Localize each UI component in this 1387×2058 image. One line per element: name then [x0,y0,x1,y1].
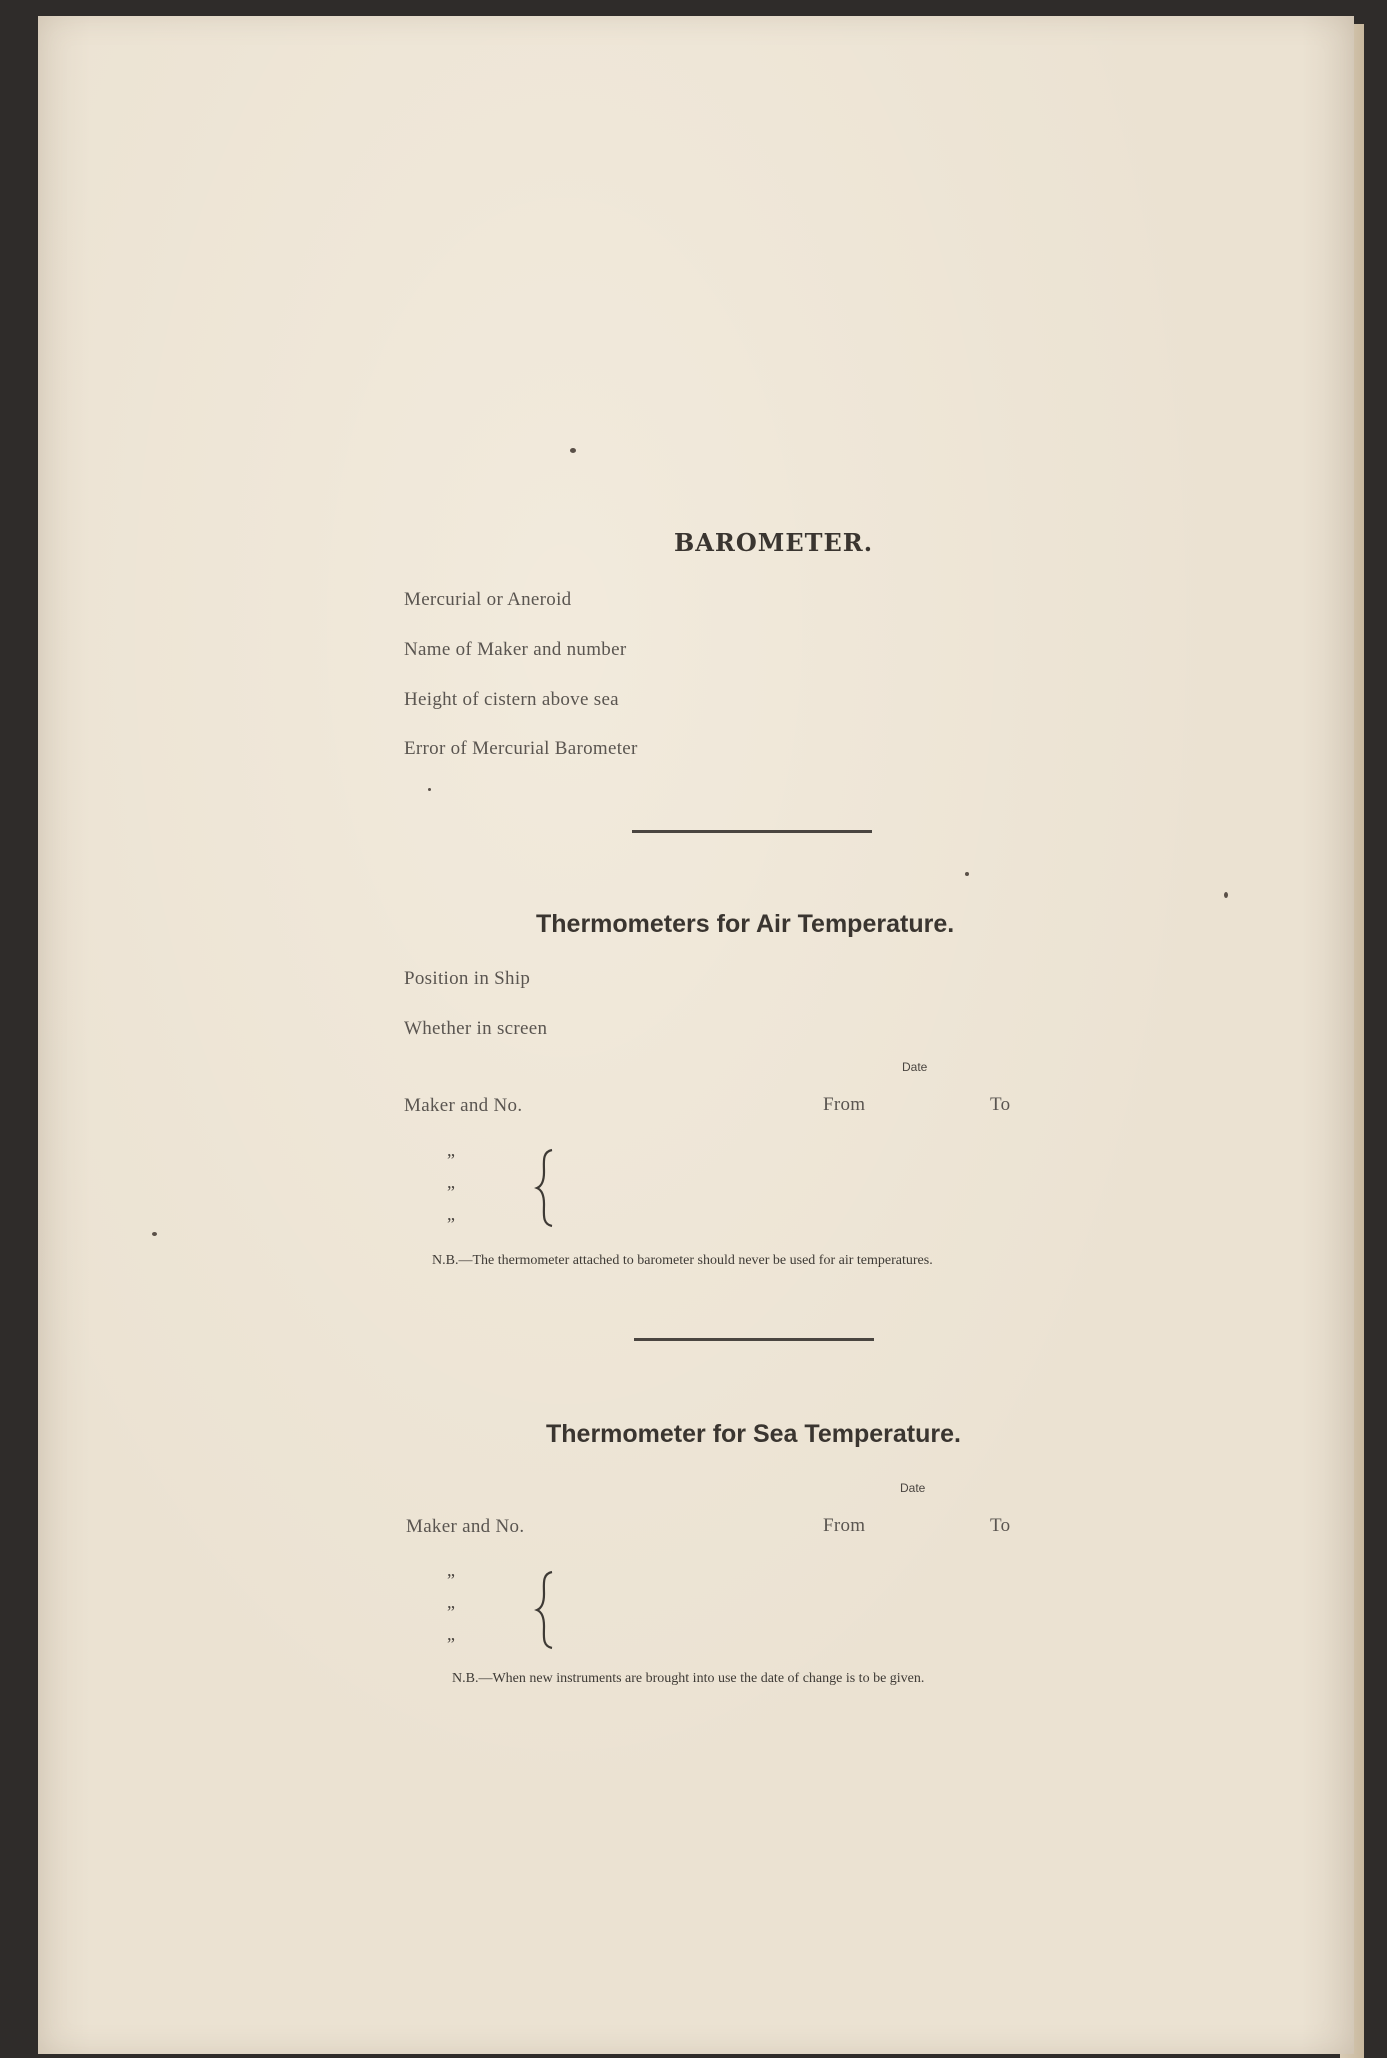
paper-speck [1224,892,1228,898]
sea-maker-label: Maker and No. [406,1516,525,1537]
air-brace-icon [534,1148,558,1228]
barometer-field-type: Mercurial or Aneroid [404,589,572,610]
air-field-screen: Whether in screen [404,1018,548,1039]
sea-date-label: Date [900,1481,926,1495]
barometer-field-error: Error of Mercurial Barometer [404,738,638,759]
paper-speck [428,788,431,791]
air-ditto-3: ” [447,1214,455,1234]
sea-thermometer-title: Thermometer for Sea Temperature. [546,1420,961,1448]
air-ditto-2: ” [447,1182,455,1202]
barometer-field-height: Height of cistern above sea [404,689,619,710]
air-note: N.B.—The thermometer attached to barometer should never be used for air temperatures. [432,1253,933,1268]
sea-ditto-1: ” [447,1570,455,1590]
paper-speck [965,872,969,876]
paper-speck [152,1232,157,1236]
section-divider [634,1338,874,1341]
barometer-title: BAROMETER. [674,528,874,557]
sea-ditto-3: ” [447,1634,455,1654]
section-divider [632,830,872,833]
sea-ditto-2: ” [447,1602,455,1622]
sea-brace-icon [534,1570,558,1650]
barometer-field-maker: Name of Maker and number [404,639,627,660]
document-page [38,16,1354,2054]
air-ditto-1: ” [447,1150,455,1170]
air-from-label: From [823,1094,866,1115]
sea-note: N.B.—When new instruments are brought into use the date of change is to be given. [452,1671,925,1686]
sea-from-label: From [823,1515,866,1536]
air-maker-label: Maker and No. [404,1095,523,1116]
air-field-position: Position in Ship [404,968,531,989]
air-to-label: To [990,1094,1011,1115]
air-thermometers-title: Thermometers for Air Temperature. [536,910,955,938]
sea-to-label: To [990,1515,1011,1536]
air-date-label: Date [902,1060,928,1074]
paper-speck [570,448,576,453]
